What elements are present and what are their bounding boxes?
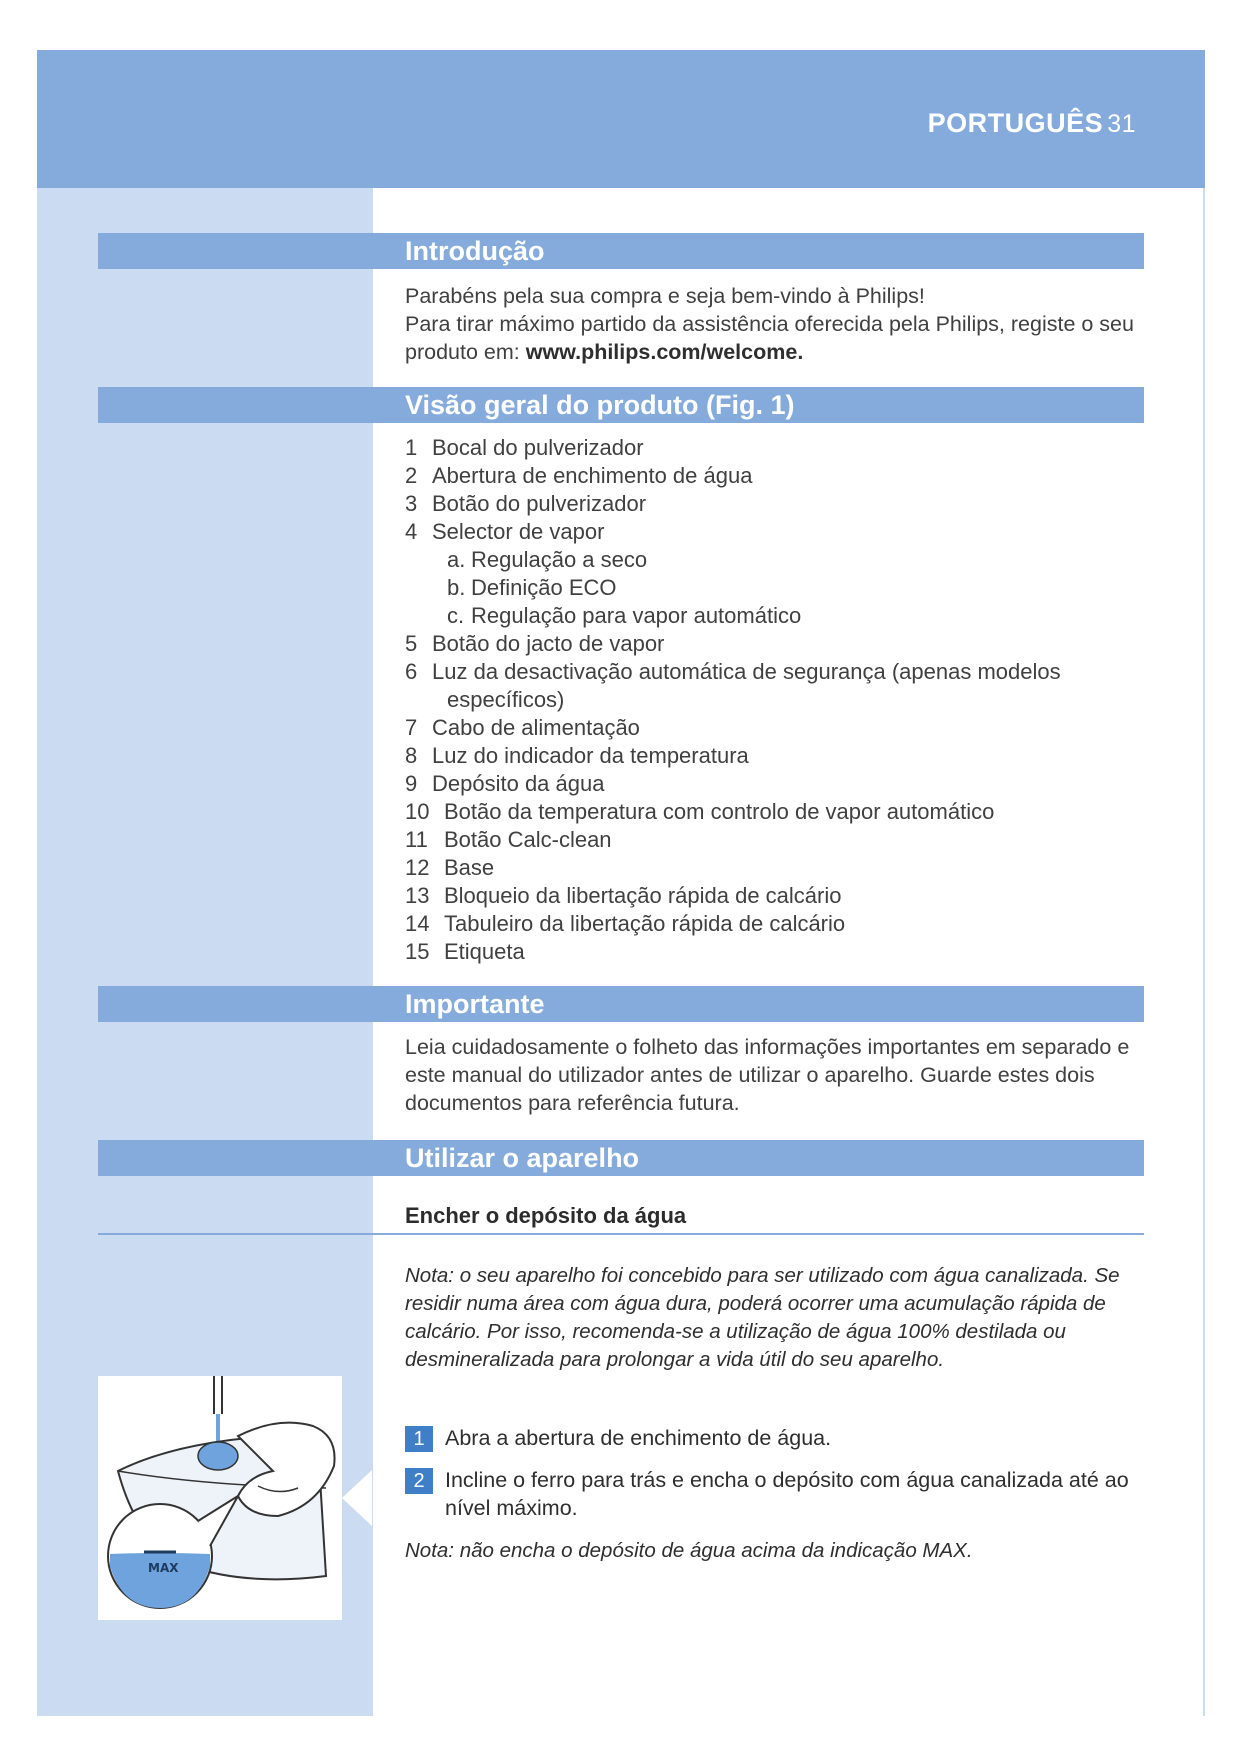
section-title-important: Importante: [405, 989, 545, 1019]
list-subitem: [405, 602, 1165, 630]
philips-url: www.philips.com/welcome.: [525, 340, 804, 364]
important-text: Leia cuidadosamente o folheto das informações importantes em separado e este manual do utilizador antes de utilizar o aparelho. Guarde estes dois documentos para referência futura.: [405, 1035, 1130, 1115]
list-item-number: a.: [447, 547, 466, 572]
list-item: [405, 518, 1165, 546]
list-item-number: 9: [405, 771, 418, 796]
step-number-badge: 2: [405, 1468, 433, 1494]
intro-line-2-text: Para tirar máximo partido da assistência oferecida pela Philips, registe o seu produto em:: [405, 312, 1134, 364]
list-item-number: 4: [405, 519, 418, 544]
list-item: [405, 434, 1165, 462]
step-number-badge: 1: [405, 1426, 433, 1452]
figure-pointer-arrow: [342, 1470, 372, 1526]
list-item: [405, 658, 1165, 686]
list-item-number: 15: [405, 939, 430, 964]
list-item-label: Regulação para vapor automático: [471, 603, 802, 628]
list-item-number: 10: [405, 799, 430, 824]
list-item: [405, 742, 1165, 770]
list-item-number: 2: [405, 463, 418, 488]
list-item-number: 3: [405, 491, 418, 516]
list-item-number: b.: [447, 575, 466, 600]
list-item-label: específicos): [447, 687, 565, 712]
intro-line-1: Parabéns pela sua compra e seja bem-vindo à Philips!: [405, 284, 925, 308]
list-item-number: 12: [405, 855, 430, 880]
list-item-number: 1: [405, 435, 418, 460]
step-text: Incline o ferro para trás e encha o depósito com água canalizada até ao nível máximo.: [445, 1468, 1129, 1520]
list-item-label: Regulação a seco: [471, 547, 648, 572]
list-item: [405, 938, 1165, 966]
section-bar-intro: [98, 233, 1144, 269]
list-item-number: 5: [405, 631, 418, 656]
section-title-overview: Visão geral do produto (Fig. 1): [405, 390, 795, 420]
list-item: [405, 854, 1165, 882]
list-item-label: Botão do jacto de vapor: [432, 631, 665, 656]
list-item-number: 14: [405, 911, 430, 936]
list-item: [405, 826, 1165, 854]
list-subitem: [405, 546, 1165, 574]
list-subitem: [405, 574, 1165, 602]
subheading-fill-tank: Encher o depósito da água: [405, 1203, 687, 1228]
figure-fill-water: [98, 1376, 342, 1620]
section-title-intro: Introdução: [405, 236, 545, 266]
page-number: 31: [1107, 110, 1136, 138]
list-item-label: Cabo de alimentação: [432, 715, 640, 740]
intro-text: [405, 282, 1150, 366]
step-2: [405, 1466, 1150, 1522]
list-item-number: 6: [405, 659, 418, 684]
list-item-label: Luz da desactivação automática de segurança (apenas modelos: [432, 659, 1061, 684]
list-item-label: Botão do pulverizador: [432, 491, 647, 516]
list-item: [405, 714, 1165, 742]
list-item-label: Luz do indicador da temperatura: [432, 743, 749, 768]
note-water-type: Nota: o seu aparelho foi concebido para ser utilizado com água canalizada. Se residir numa área com água dura, poderá ocorrer uma acumulação rápida de calcário. Por isso, recomenda-se a utilização de água 100% destilada ou desmineralizada para prolongar a vida útil do seu aparelho.: [405, 1264, 1120, 1371]
iron-fill-illustration: [98, 1376, 342, 1620]
list-item: [405, 490, 1165, 518]
note-max-level: Nota: não encha o depósito de água acima da indicação MAX.: [405, 1539, 973, 1562]
language-label: PORTUGUÊS: [927, 108, 1104, 138]
list-item: [405, 770, 1165, 798]
header-language: [928, 108, 1136, 139]
list-item-label: Bloqueio da libertação rápida de calcário: [444, 883, 842, 908]
list-item: [405, 798, 1165, 826]
step-1: [405, 1424, 1150, 1452]
subheading-rule: [98, 1233, 1144, 1235]
list-item-label: Depósito da água: [432, 771, 605, 796]
list-item-label: Definição ECO: [471, 575, 617, 600]
list-item-label: Botão da temperatura com controlo de vapor automático: [444, 799, 995, 824]
list-item: [405, 462, 1165, 490]
intro-line-2: [405, 310, 1150, 366]
list-item-continuation: [405, 686, 1165, 714]
max-label: MAX: [148, 1561, 179, 1575]
right-margin-rule: [1203, 188, 1205, 1716]
list-item-label: Botão Calc-clean: [444, 827, 612, 852]
list-item-number: 7: [405, 715, 418, 740]
list-item: [405, 882, 1165, 910]
step-text: Abra a abertura de enchimento de água.: [445, 1426, 832, 1450]
list-item-number: 13: [405, 883, 430, 908]
section-bar-important: [98, 986, 1144, 1022]
list-item-label: Selector de vapor: [432, 519, 605, 544]
list-item-label: Bocal do pulverizador: [432, 435, 644, 460]
list-item-label: Abertura de enchimento de água: [432, 463, 753, 488]
list-item-label: Base: [444, 855, 495, 880]
list-item: [405, 910, 1165, 938]
list-item-number: 8: [405, 743, 418, 768]
product-overview-list: [405, 434, 1165, 966]
section-title-use: Utilizar o aparelho: [405, 1143, 640, 1173]
list-item-number: 11: [405, 827, 428, 852]
list-item-label: Tabuleiro da libertação rápida de calcário: [444, 911, 846, 936]
list-item-number: c.: [447, 603, 465, 628]
list-item: [405, 630, 1165, 658]
list-item-label: Etiqueta: [444, 939, 525, 964]
